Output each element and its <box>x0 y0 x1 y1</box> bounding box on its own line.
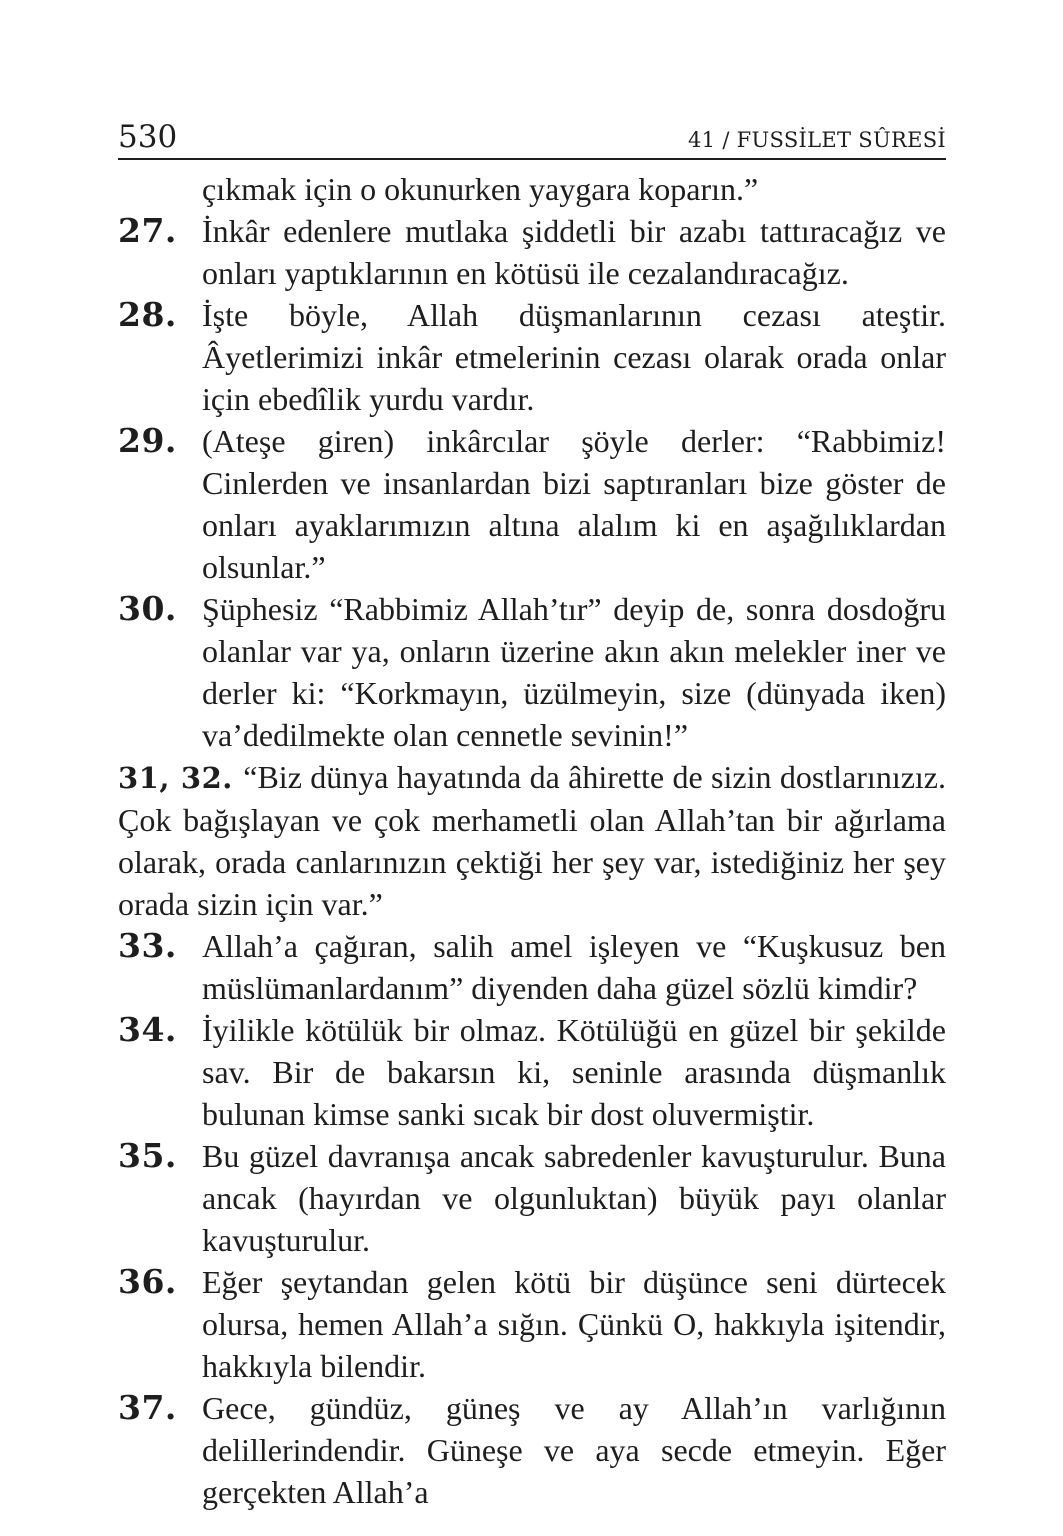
verse-text: “Biz dünya hayatında da âhirette de sizin dostlarınızız. Çok bağışlayan ve çok merhametli olan Allah’tan bir ağırlama olarak, orada canlarınızın çektiği her şey var, istediğiniz her şey orada sizin için var.” <box>118 759 947 922</box>
verse-number: 29. <box>118 421 177 460</box>
verse-number: 28. <box>118 295 177 334</box>
verse-34 <box>118 1009 946 1135</box>
running-title: 41 / FUSSİLET SÛRESİ <box>688 128 946 152</box>
verse-text: Eğer şeytandan gelen kötü bir düşünce seni dürtecek olursa, hemen Allah’a sığın. Çünkü O, hakkıyla işitendir, hakkıyla bilendir. <box>202 1264 946 1384</box>
verse-number: 37. <box>118 1388 177 1427</box>
verse-37 <box>118 1387 946 1513</box>
verse-number: 31, 32. <box>118 761 233 795</box>
verse-30 <box>118 588 946 756</box>
verse-28 <box>118 294 946 420</box>
verse-number: 27. <box>118 211 177 250</box>
verse-number: 35. <box>118 1136 177 1175</box>
page-header <box>118 118 946 160</box>
verse-number: 36. <box>118 1262 177 1301</box>
verse-text: Şüphesiz “Rabbimiz Allah’tır” deyip de, sonra dosdoğru olanlar var ya, onların üzerine akın akın melekler iner ve derler ki: “Korkmayın, üzülmeyin, size (dünyada iken) va’dedilmekte olan cennetle sevinin!” <box>202 591 946 753</box>
verse-number: 33. <box>118 926 177 965</box>
verse-text: Bu güzel davranışa ancak sabredenler kavuşturulur. Buna ancak (hayırdan ve olgunluktan) büyük payı olanlar kavuşturulur. <box>202 1138 946 1258</box>
verse-text: İşte böyle, Allah düşmanlarının cezası ateştir. Âyetlerimizi inkâr etmelerinin cezası olarak orada onlar için ebedîlik yurdu vardır. <box>202 297 946 417</box>
verse-text: Gece, gündüz, güneş ve ay Allah’ın varlığının delillerindendir. Güneşe ve aya secde etmeyin. Eğer gerçekten Allah’a <box>202 1390 946 1510</box>
verse-number: 30. <box>118 589 177 628</box>
verse-29 <box>118 420 946 588</box>
verse-text: Allah’a çağıran, salih amel işleyen ve “Kuşkusuz ben müslümanlardanım” diyenden daha güzel sözlü kimdir? <box>202 928 946 1006</box>
page-number: 530 <box>118 119 178 155</box>
verse-27 <box>118 210 946 294</box>
verse-text: (Ateşe giren) inkârcılar şöyle derler: “Rabbimiz! Cinlerden ve insanlardan bizi saptıranları bize göster de onları ayaklarımızın altına alalım ki en aşağılıklardan olsunlar.” <box>202 423 946 585</box>
verse-36 <box>118 1261 946 1387</box>
verse-text: İnkâr edenlere mutlaka şiddetli bir azabı tattıracağız ve onları yaptıklarının en kötüsü ile cezalandıracağız. <box>202 213 946 291</box>
verse-31-32 <box>118 756 946 925</box>
page-body <box>118 168 946 1513</box>
verse-number: 34. <box>118 1010 177 1049</box>
verse-33 <box>118 925 946 1009</box>
continued-text: çıkmak için o okunurken yaygara koparın.” <box>202 171 759 207</box>
verse-35 <box>118 1135 946 1261</box>
verse-text: İyilikle kötülük bir olmaz. Kötülüğü en güzel bir şekilde sav. Bir de bakarsın ki, seninle arasında düşmanlık bulunan kimse sanki sıcak bir dost oluvermiştir. <box>202 1012 946 1132</box>
